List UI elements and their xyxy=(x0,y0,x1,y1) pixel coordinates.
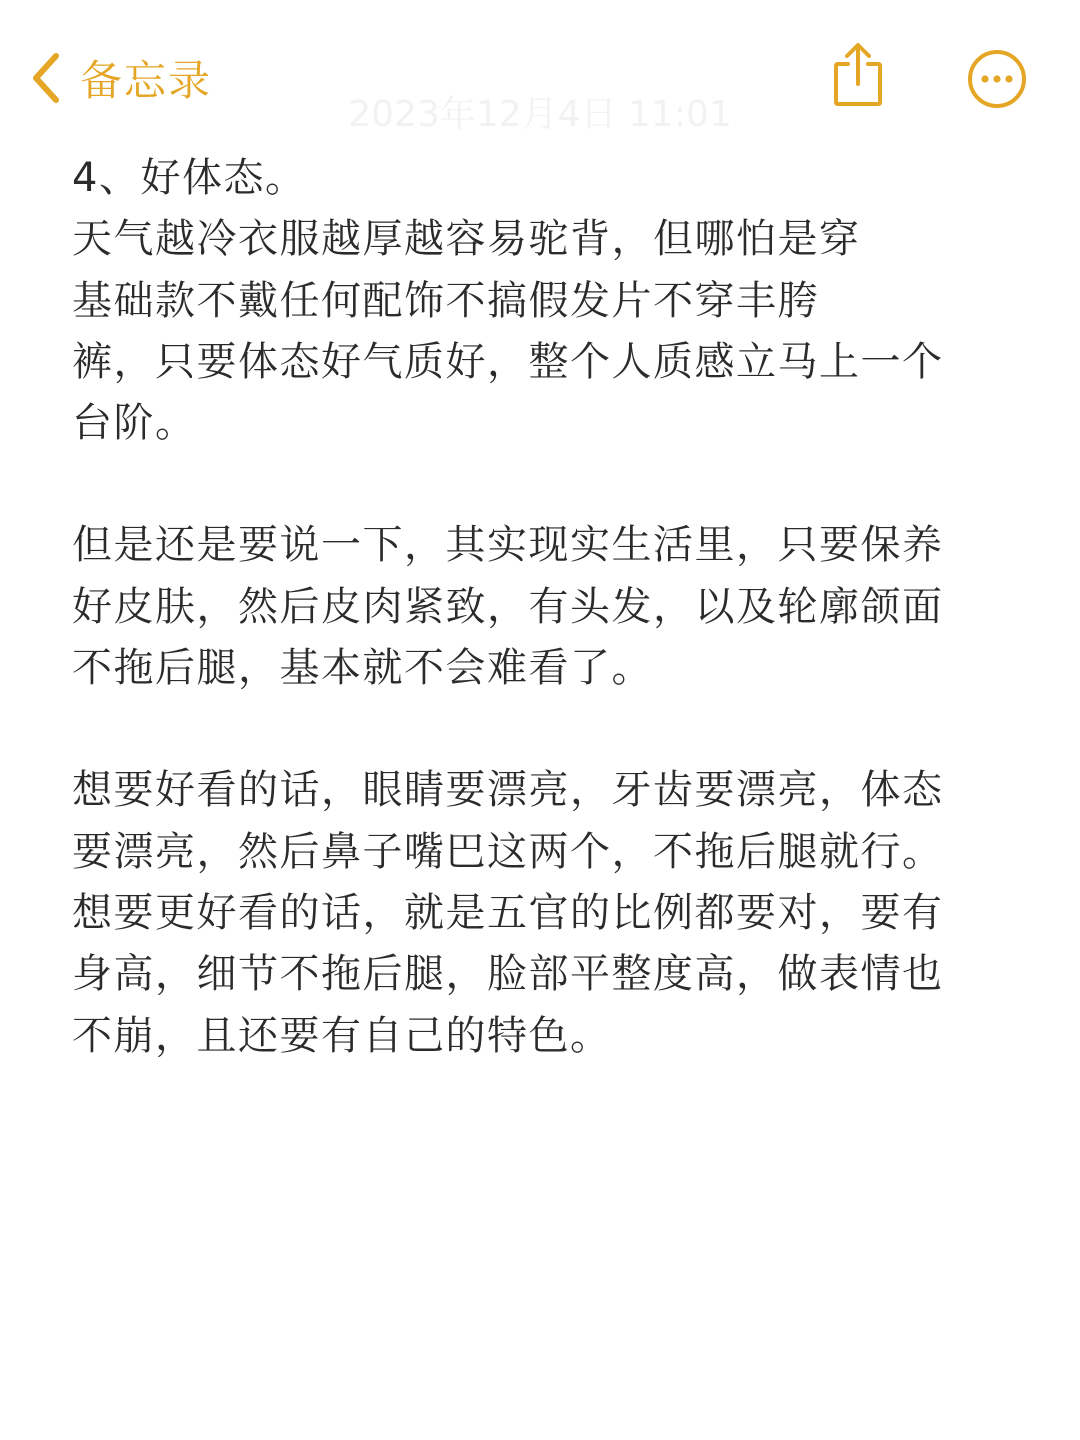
note-timestamp: 2023年12月4日 11:01 xyxy=(348,94,732,135)
note-paragraph: 但是还是要说一下，其实现实生活里，只要保养 好皮肤，然后皮肉紧致，有头发，以及轮廓颌面 不拖后腿，基本就不会难看了。 xyxy=(72,522,944,692)
navigation-bar xyxy=(0,0,1080,150)
share-button[interactable] xyxy=(826,40,890,110)
share-icon xyxy=(826,40,890,110)
note-paragraph: 4、好体态。 天气越冷衣服越厚越容易驼背，但哪怕是穿 基础款不戴任何配饰不搞假发片不穿丰胯 裤，只要体态好气质好，整个人质感立马上一个 台阶。 xyxy=(72,155,944,447)
note-paragraph: 想要好看的话，眼睛要漂亮，牙齿要漂亮，体态 要漂亮，然后鼻子嘴巴这两个，不拖后腿就行。 想要更好看的话，就是五官的比例都要对，要有 身高，细节不拖后腿，脸部平整度高，做表情也 不崩，且还要有自己的特色。 xyxy=(72,767,944,1059)
back-label: 备忘录 xyxy=(80,56,213,105)
more-options-button[interactable] xyxy=(966,48,1028,110)
more-icon xyxy=(966,48,1028,110)
paragraph-spacer xyxy=(72,699,1002,760)
note-body[interactable] xyxy=(72,148,1002,1067)
paragraph-spacer xyxy=(72,454,1002,515)
